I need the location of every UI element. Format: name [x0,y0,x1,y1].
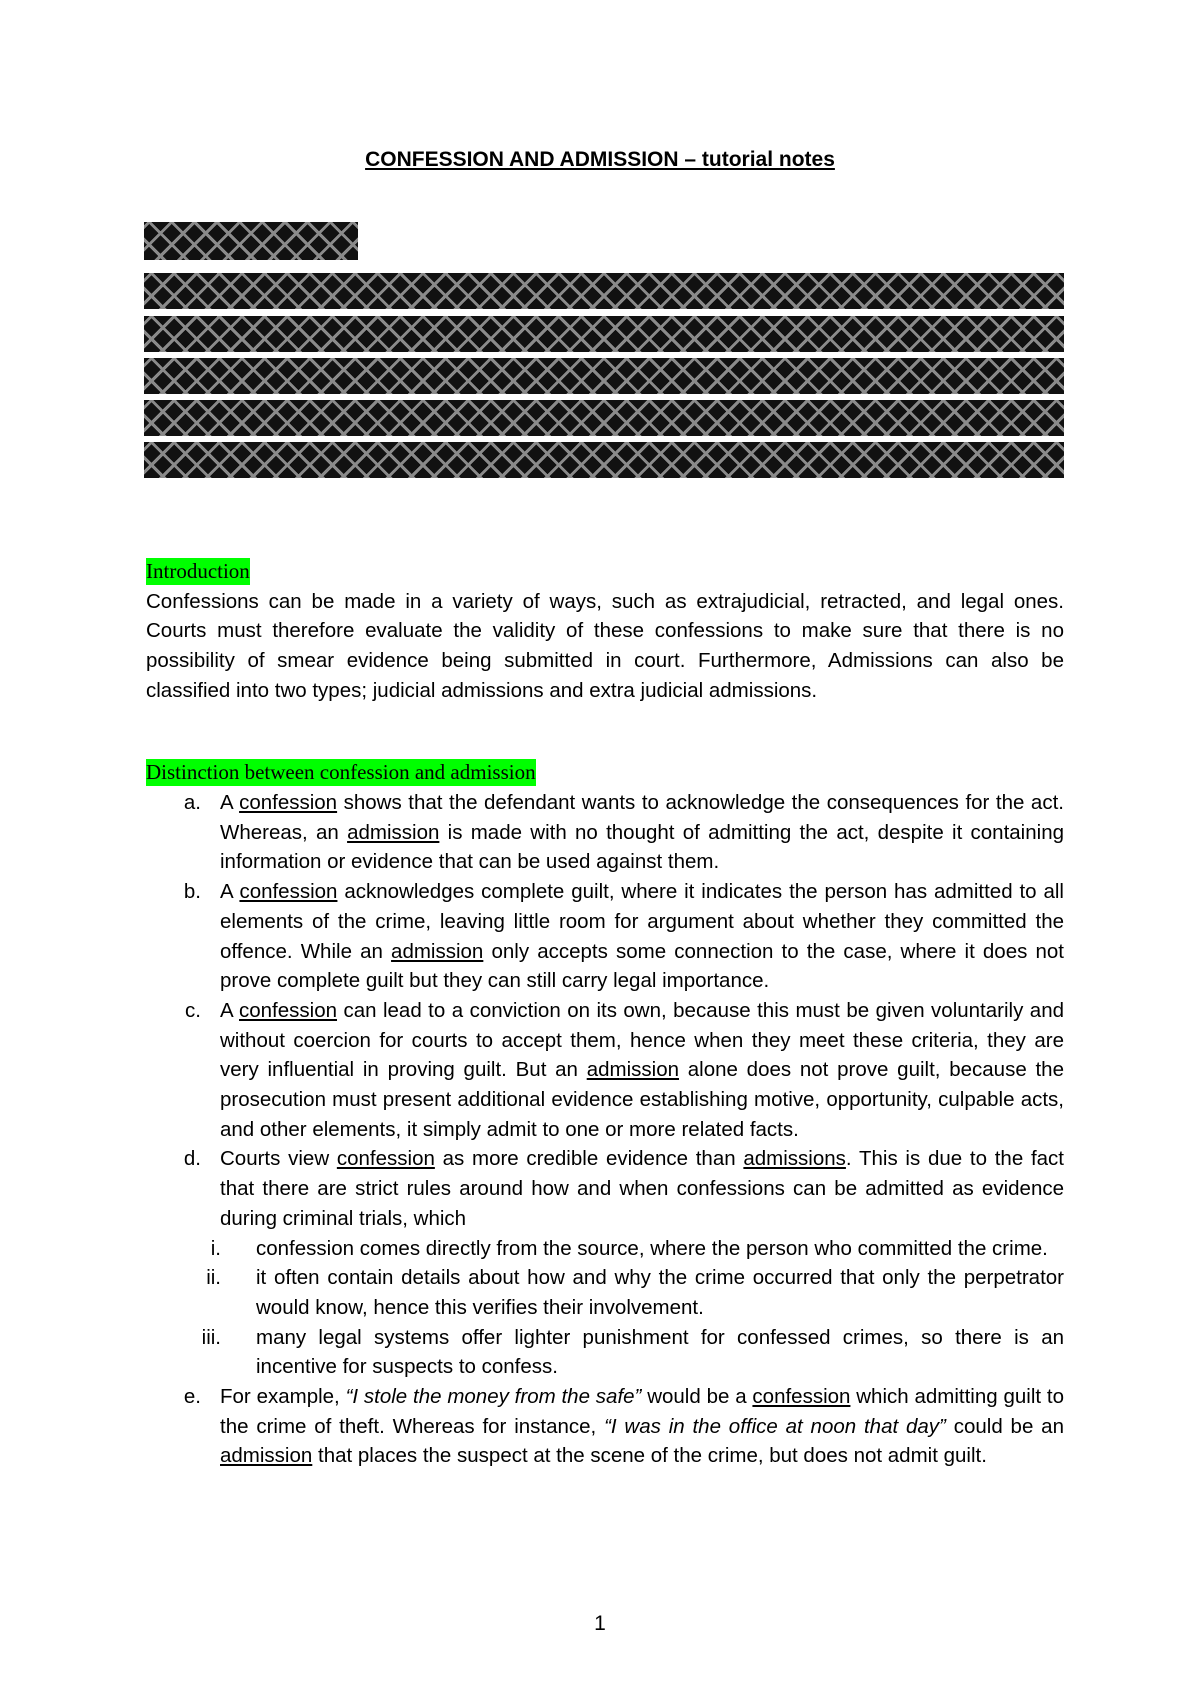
redacted-block [144,316,1064,352]
list-item [146,996,1064,1145]
text-run: which admitting guilt to the crime of theft. Whereas for instance, [220,1385,1064,1438]
distinction-list [146,788,1064,1471]
text-run: shows that the defendant wants to acknowledge the consequences for the act. Whereas, an [220,791,1064,844]
term-confession: confession [336,1147,435,1171]
list-item [146,788,1064,877]
redacted-block [144,400,1064,436]
text-run: could be an [945,1414,1064,1438]
text-run: many legal systems offer lighter punishment for confessed crimes, so there is an incentive for suspects to confess. [256,1325,1064,1379]
term-confession: confession [752,1385,851,1409]
sub-list-item [146,1263,1064,1322]
document-title: CONFESSION AND ADMISSION – tutorial notes [365,148,835,171]
redacted-block [144,358,1064,394]
introduction-paragraph: Confessions can be made in a variety of ways, such as extrajudicial, retracted, and legal ones. Courts must therefore evaluate the validity of these confessions to make sure that there is no possibility of smear evidence being submitted in court. Furthermore, Admissions can also be classified into two types; judicial admissions and extra judicial admissions. [146,589,1064,702]
example-quote: “I was in the office at noon that day” [604,1414,946,1438]
sub-list-marker: iii. [201,1325,221,1349]
list-item [146,1144,1064,1233]
list-marker: a. [183,791,201,814]
redacted-block [144,222,358,260]
redacted-block [144,442,1064,478]
page-number: 1 [594,1612,606,1635]
list-marker: e. [183,1385,201,1409]
list-marker: d. [183,1147,201,1171]
introduction-heading: Introduction [146,559,250,583]
text-run: alone does not prove guilt, because the prosecution must present additional evidence establishing motive, opportunity, culpable acts, and other elements, it simply admit to one or more related facts. [220,1058,1064,1141]
text-run: Courts view [220,1147,337,1171]
example-quote: “I stole the money from the safe” [345,1385,642,1409]
term-confession: confession [239,998,338,1022]
text-run: that places the suspect at the scene of the crime, but does not admit guilt. [312,1444,987,1468]
text-run: acknowledges complete guilt, where it indicates the person has admitted to all elements of the crime, leaving little room for argument about whether they committed the offence. While an [220,880,1064,963]
text-run: A [220,998,239,1022]
redacted-block [144,273,1064,309]
text-run: A [220,880,240,904]
term-admission: admission [391,939,484,963]
text-run: can lead to a conviction on its own, because this must be given voluntarily and without coercion for courts to accept them, hence when they meet these criteria, they are very influential in proving guilt. But an [220,998,1064,1082]
distinction-heading-wrap [146,758,1064,788]
text-run: only accepts some connection to the case, where it does not prove complete guilt but they can still carry legal importance. [220,939,1064,993]
list-item [146,877,1064,996]
term-admission: admission [220,1444,313,1468]
text-run: as more credible evidence than [434,1147,744,1171]
term-confession: confession [239,791,338,814]
term-admission: admission [347,820,440,844]
text-run: A [220,791,240,814]
sub-list-item [146,1323,1064,1382]
sub-list-marker: i. [210,1236,221,1260]
term-confession: confession [239,880,338,904]
text-run: is made with no thought of admitting the act, despite it containing information or evidence that can be used against them. [220,820,1064,874]
sub-list-item [146,1234,1064,1264]
text-run: it often contain details about how and why the crime occurred that only the perpetrator would know, hence this verifies their involvement. [256,1266,1064,1319]
term-admission: admission [586,1058,679,1082]
text-run: . This is due to the fact that there are strict rules around how and when confessions can be admitted as evidence during criminal trials, which [220,1147,1065,1230]
sub-list-marker: ii. [206,1266,221,1290]
term-admissions: admissions [743,1147,846,1171]
text-run: would be a [641,1385,753,1409]
list-marker: b. [183,880,201,904]
list-marker: c. [185,998,201,1022]
introduction-section [146,557,1064,706]
text-run: For example, [220,1385,346,1409]
distinction-heading: Distinction between confession and admission [146,760,536,784]
list-item [146,1382,1064,1471]
text-run: confession comes directly from the source, where the person who committed the crime. [256,1236,1048,1260]
